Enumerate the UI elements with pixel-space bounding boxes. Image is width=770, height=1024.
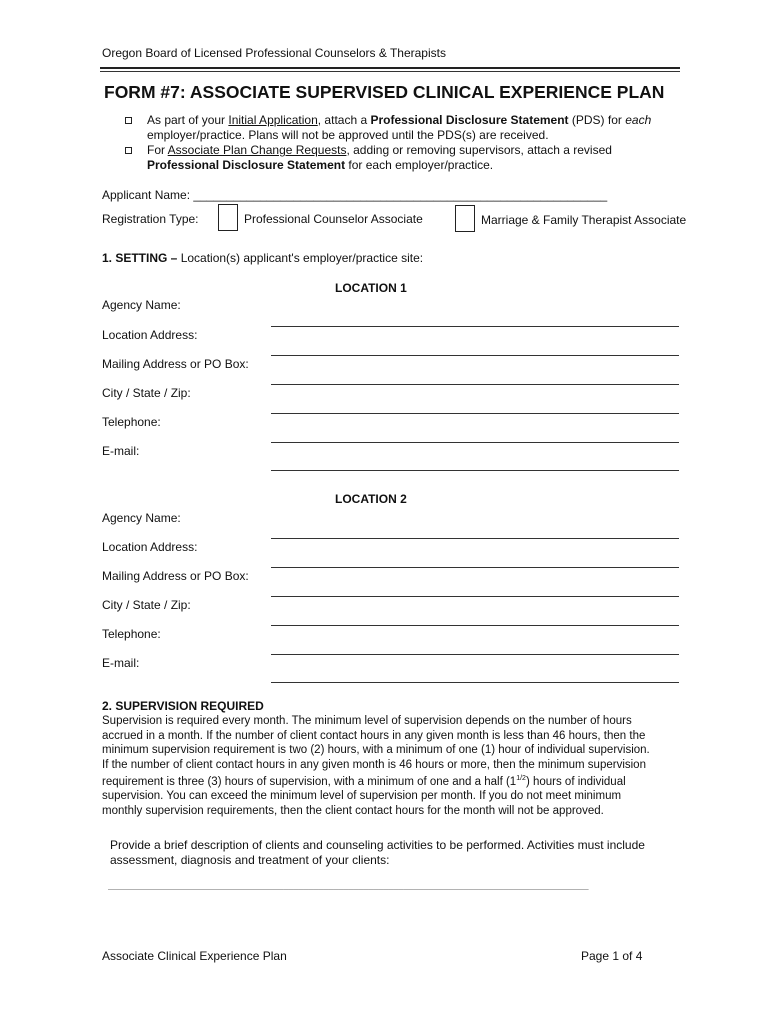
telephone-line[interactable] <box>271 442 679 443</box>
email-label: E-mail: <box>102 656 140 670</box>
initial-application-link[interactable]: Initial Application <box>228 113 318 127</box>
city-state-zip-label: City / State / Zip: <box>102 386 191 400</box>
mailing-address-label: Mailing Address or PO Box: <box>102 569 249 583</box>
header-rule <box>100 67 680 69</box>
instruction-1: As part of your Initial Application, attach a Professional Disclosure Statement (PDS) for each employer/practice. Plans will not be approved until the PDS(s) are received. <box>147 113 652 142</box>
mft-associate-label: Marriage & Family Therapist Associate <box>481 213 687 227</box>
email-label: E-mail: <box>102 444 140 458</box>
supervision-text: Supervision is required every month. The minimum level of supervision depends on the number of hours accrued in a month. If the number of client contact hours in any given month is less than 46 hours, then the minimum supervision requirement is two (2) hours, with a minimum of one (1) hour of individual supervision. If the number of client contact hours in any given month is 46 hours or more, then the minimum supervision requirement is three (3) hours of supervision, with a minimum of one and a half $(1^{1/2})$ hours of individual supervision. You can exceed the minimum level of supervision per month. If you do not meet minimum monthly supervision requirements, then the client contact hours for the month will not be approved. <box>102 715 650 817</box>
agency-name-line[interactable] <box>271 538 679 539</box>
agency-name-label: Agency Name: <box>102 298 181 312</box>
counselor-associate-checkbox[interactable] <box>218 204 238 231</box>
setting-heading: 1. SETTING – Location(s) applicant's employer/practice site: <box>102 251 424 265</box>
email-line[interactable] <box>271 470 679 471</box>
location-1-title: LOCATION 1 <box>335 281 407 295</box>
footer-left: Associate Clinical Experience Plan <box>102 949 287 963</box>
header-org: Oregon Board of Licensed Professional Counselors & Therapists <box>102 46 446 60</box>
agency-name-line[interactable] <box>271 326 679 327</box>
city-state-zip-line[interactable] <box>271 625 679 626</box>
applicant-name-field[interactable]: Applicant Name: ______________________________________________________________ <box>102 188 608 202</box>
city-state-zip-label: City / State / Zip: <box>102 598 191 612</box>
bullet-icon <box>125 147 132 154</box>
email-line[interactable] <box>271 682 679 683</box>
description-input-line[interactable]: ________________________________________________________________________________________________ <box>108 880 589 890</box>
supervision-heading: 2. SUPERVISION REQUIRED <box>102 699 264 713</box>
description-prompt: Provide a brief description of clients and counseling activities to be performed. Activities must include assessment, diagnosis and treatment of your clients: <box>110 838 645 867</box>
instruction-2: For Associate Plan Change Requests, adding or removing supervisors, attach a revised Professional Disclosure Statement for each employer/practice. <box>147 143 612 172</box>
plan-change-requests-link[interactable]: Associate Plan Change Requests <box>167 143 347 157</box>
mailing-address-line[interactable] <box>271 596 679 597</box>
mft-associate-checkbox[interactable] <box>455 205 475 232</box>
telephone-label: Telephone: <box>102 415 161 429</box>
bullet-icon <box>125 117 132 124</box>
location-address-line[interactable] <box>271 567 679 568</box>
counselor-associate-label: Professional Counselor Associate <box>244 212 423 226</box>
city-state-zip-line[interactable] <box>271 413 679 414</box>
form-title: FORM #7: ASSOCIATE SUPERVISED CLINICAL EXPERIENCE PLAN <box>104 82 665 102</box>
telephone-line[interactable] <box>271 654 679 655</box>
registration-type-label: Registration Type: <box>102 212 199 226</box>
header-rule-thin <box>100 71 680 72</box>
mailing-address-line[interactable] <box>271 384 679 385</box>
mailing-address-label: Mailing Address or PO Box: <box>102 357 249 371</box>
location-2-title: LOCATION 2 <box>335 492 407 506</box>
page-number: Page 1 of 4 <box>581 949 643 963</box>
telephone-label: Telephone: <box>102 627 161 641</box>
location-address-label: Location Address: <box>102 328 198 342</box>
location-address-label: Location Address: <box>102 540 198 554</box>
location-address-line[interactable] <box>271 355 679 356</box>
agency-name-label: Agency Name: <box>102 511 181 525</box>
